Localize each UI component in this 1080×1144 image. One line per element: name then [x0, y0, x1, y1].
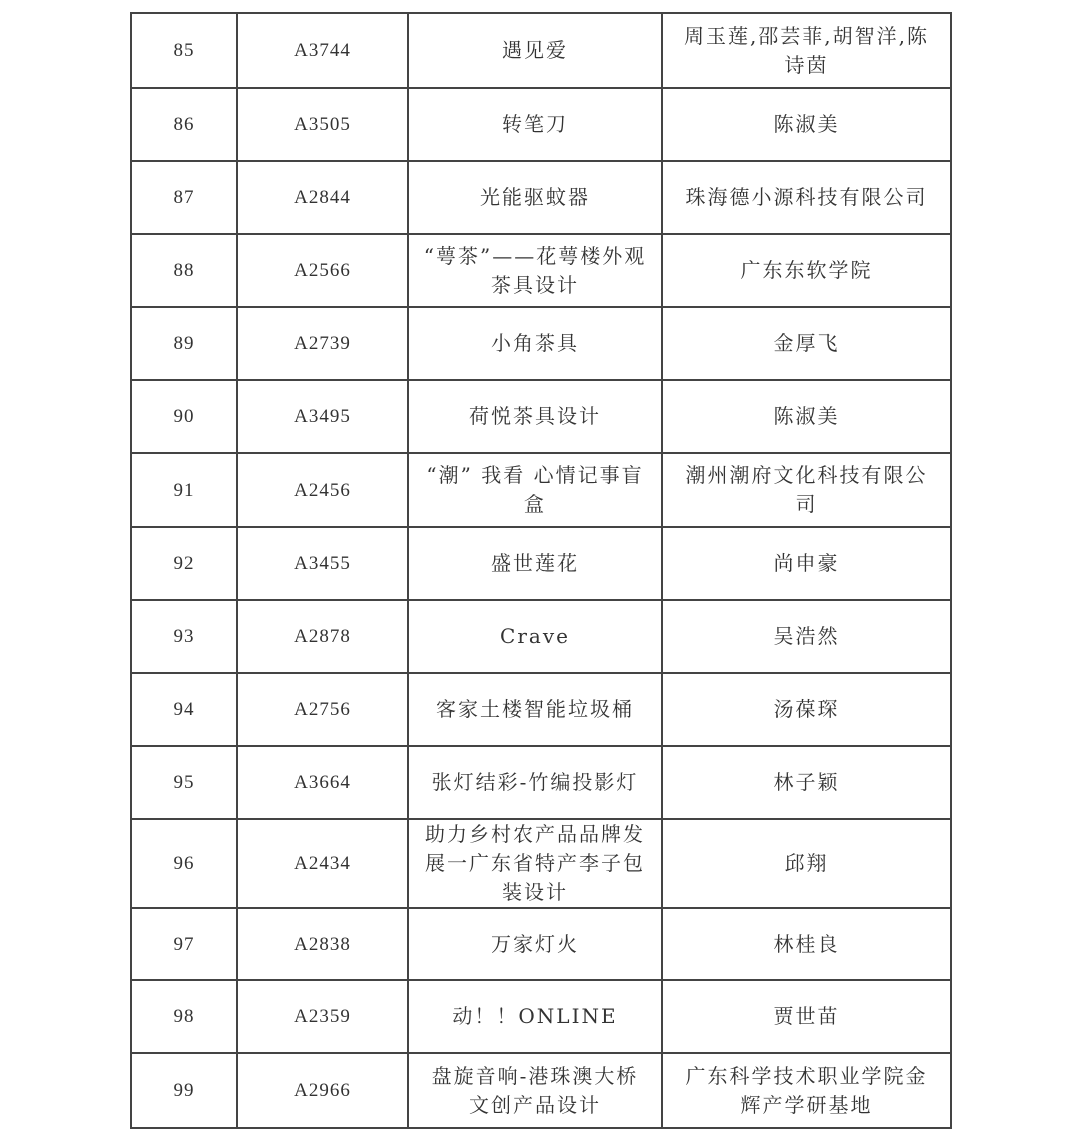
- entry-code: A2359: [237, 980, 408, 1053]
- table-row: [131, 1053, 951, 1128]
- work-title: 万家灯火: [408, 908, 662, 980]
- table-row: [131, 161, 951, 234]
- author-name: 邱翔: [662, 819, 951, 908]
- entry-code: A3495: [237, 380, 408, 453]
- work-title: 张灯结彩-竹编投影灯: [408, 746, 662, 819]
- entry-code: A2878: [237, 600, 408, 673]
- table-row: [131, 380, 951, 453]
- author-name: 林子颖: [662, 746, 951, 819]
- work-title: 光能驱蚊器: [408, 161, 662, 234]
- work-title: 盘旋音响-港珠澳大桥文创产品设计: [408, 1053, 662, 1128]
- author-name: 广东东软学院: [662, 234, 951, 307]
- row-number: 98: [131, 980, 237, 1053]
- author-name: 林桂良: [662, 908, 951, 980]
- table-row: [131, 908, 951, 980]
- row-number: 85: [131, 13, 237, 88]
- table-row: [131, 453, 951, 527]
- work-title: 遇见爱: [408, 13, 662, 88]
- table-row: [131, 673, 951, 746]
- work-title: Crave: [408, 600, 662, 673]
- work-title: “潮” 我看 心情记事盲盒: [408, 453, 662, 527]
- entry-code: A2966: [237, 1053, 408, 1128]
- row-number: 93: [131, 600, 237, 673]
- entry-code: A2756: [237, 673, 408, 746]
- award-table: [130, 12, 952, 1129]
- table-row: [131, 307, 951, 380]
- entry-code: A2739: [237, 307, 408, 380]
- table-row: [131, 527, 951, 600]
- row-number: 96: [131, 819, 237, 908]
- author-name: 贾世苗: [662, 980, 951, 1053]
- author-name: 吴浩然: [662, 600, 951, 673]
- author-name: 尚申豪: [662, 527, 951, 600]
- work-title: 客家土楼智能垃圾桶: [408, 673, 662, 746]
- row-number: 94: [131, 673, 237, 746]
- table-row: [131, 13, 951, 88]
- table-row: [131, 88, 951, 161]
- entry-code: A2566: [237, 234, 408, 307]
- work-title: 荷悦茶具设计: [408, 380, 662, 453]
- entry-code: A3455: [237, 527, 408, 600]
- work-title: 动！！ONLINE: [408, 980, 662, 1053]
- author-name: 金厚飞: [662, 307, 951, 380]
- row-number: 95: [131, 746, 237, 819]
- row-number: 99: [131, 1053, 237, 1128]
- table-row: [131, 980, 951, 1053]
- author-name: 陈淑美: [662, 380, 951, 453]
- row-number: 87: [131, 161, 237, 234]
- row-number: 86: [131, 88, 237, 161]
- row-number: 92: [131, 527, 237, 600]
- work-title: 助力乡村农产品品牌发展一广东省特产李子包装设计: [408, 819, 662, 908]
- row-number: 88: [131, 234, 237, 307]
- row-number: 89: [131, 307, 237, 380]
- table-body: [131, 13, 951, 1128]
- entry-code: A2456: [237, 453, 408, 527]
- work-title: 盛世莲花: [408, 527, 662, 600]
- entry-code: A3744: [237, 13, 408, 88]
- work-title: 转笔刀: [408, 88, 662, 161]
- author-name: 广东科学技术职业学院金辉产学研基地: [662, 1053, 951, 1128]
- entry-code: A2434: [237, 819, 408, 908]
- author-name: 潮州潮府文化科技有限公司: [662, 453, 951, 527]
- author-name: 周玉莲,邵芸菲,胡智洋,陈诗茵: [662, 13, 951, 88]
- entry-code: A3505: [237, 88, 408, 161]
- entry-code: A3664: [237, 746, 408, 819]
- row-number: 90: [131, 380, 237, 453]
- row-number: 97: [131, 908, 237, 980]
- entry-code: A2844: [237, 161, 408, 234]
- table-row: [131, 234, 951, 307]
- author-name: 陈淑美: [662, 88, 951, 161]
- author-name: 汤葆琛: [662, 673, 951, 746]
- work-title: 小角茶具: [408, 307, 662, 380]
- table-row: [131, 600, 951, 673]
- table-row: [131, 746, 951, 819]
- table-row: [131, 819, 951, 908]
- work-title: “萼茶”——花萼楼外观茶具设计: [408, 234, 662, 307]
- author-name: 珠海德小源科技有限公司: [662, 161, 951, 234]
- row-number: 91: [131, 453, 237, 527]
- entry-code: A2838: [237, 908, 408, 980]
